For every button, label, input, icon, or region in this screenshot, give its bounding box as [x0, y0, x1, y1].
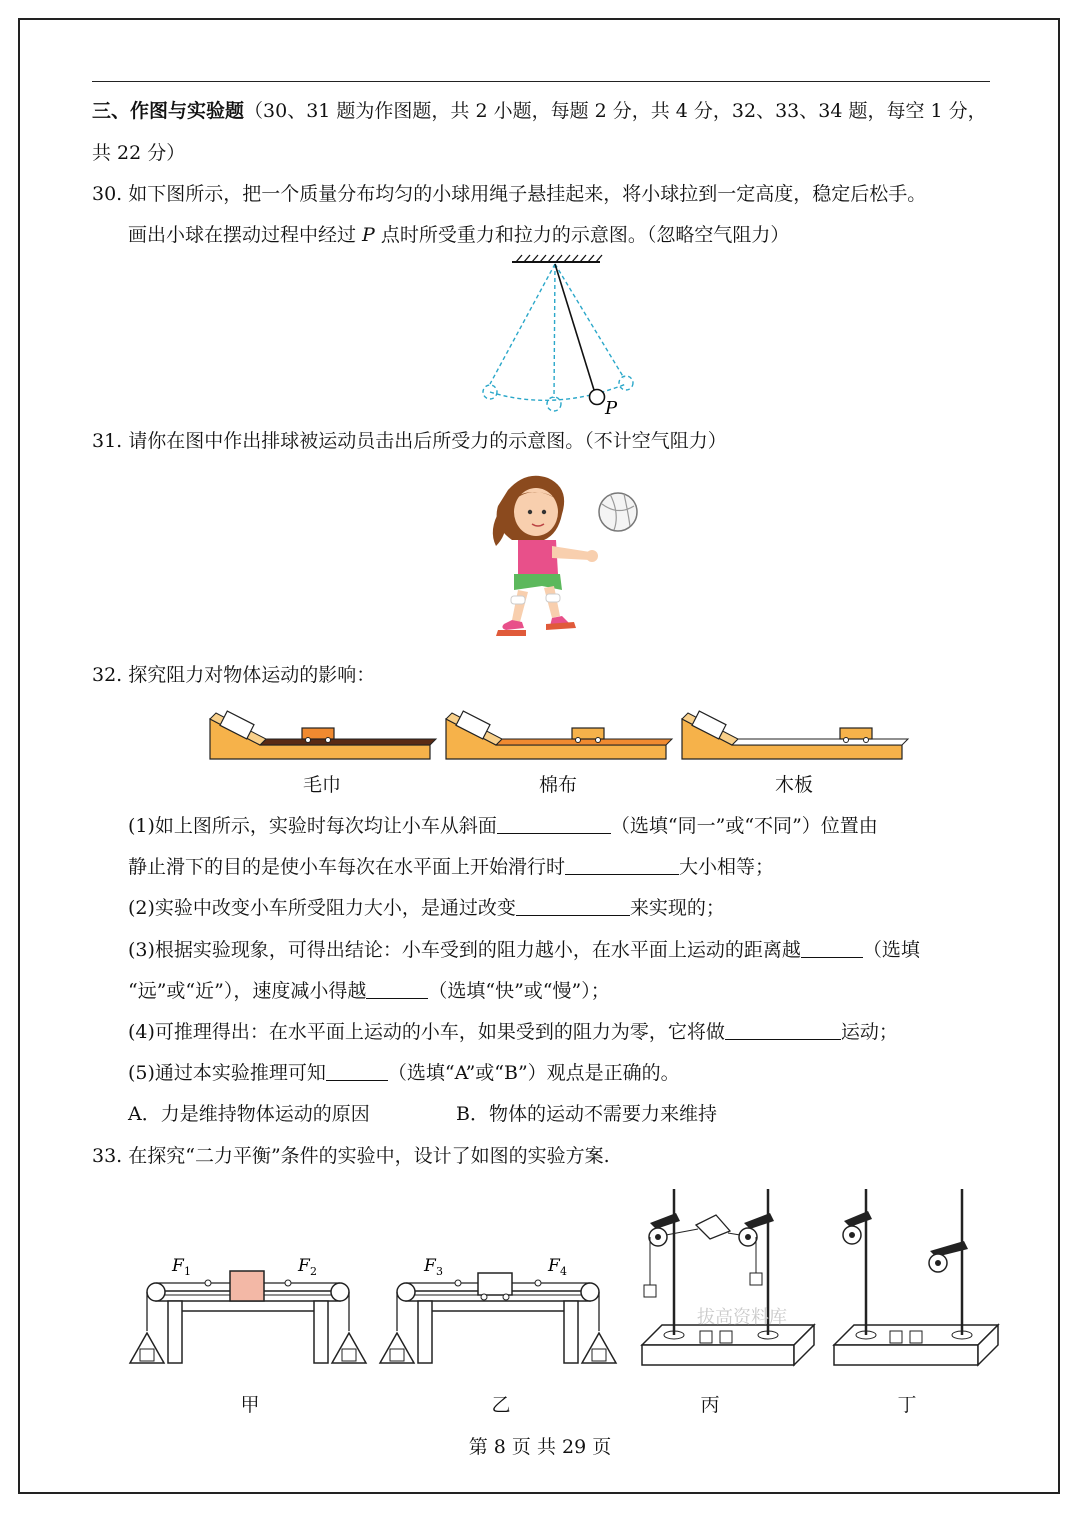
q30-text-a: 画出小球在摆动过程中经过: [128, 224, 363, 246]
pendulum-string: [555, 264, 594, 390]
q32-s1a-text2: （选填“同一”或“不同”）位置由: [610, 815, 878, 837]
section-header: [92, 98, 987, 124]
point-p-label: P: [605, 398, 618, 419]
watermark: 拔高资料库: [697, 1307, 787, 1328]
header-rule: [92, 81, 990, 82]
pendulum-ball: [590, 390, 605, 405]
q32-s5-text: (5)通过本实验推理可知: [128, 1062, 326, 1084]
q32-s3a-text2: （选填: [862, 939, 920, 961]
apparatus-yi: [376, 1255, 620, 1373]
q33-line1: 33. 在探究“二力平衡”条件的实验中，设计了如图的实验方案.: [92, 1145, 610, 1167]
page-footer: 第 8 页 共 29 页: [468, 1436, 612, 1458]
answer-blank-6[interactable]: [725, 1019, 841, 1040]
block-jia: [230, 1271, 264, 1301]
surface-setup-board: [680, 703, 910, 765]
q32-s3b: [128, 978, 610, 1004]
q32-s5-text2: （选填“A”或“B”）观点是正确的。: [387, 1062, 680, 1084]
girl-arms: [552, 546, 590, 560]
q32-s1a-text: (1)如上图所示，实验时每次均让小车从斜面: [128, 815, 497, 837]
answer-blank-4[interactable]: [801, 937, 863, 958]
q32-s3b-text: “远”或“近”），速度减小得越: [128, 980, 367, 1002]
surface-setup-towel: [208, 703, 438, 765]
section-note: （30、31 题为作图题，共 2 小题，每题 2 分，共 4 分，32、33、34 题，每空 1 分，: [244, 100, 987, 122]
apparatus-jia: [126, 1255, 370, 1373]
force-label-f1: F: [172, 1256, 184, 1276]
q32-title: 32. 探究阻力对物体运动的影响：: [92, 664, 376, 686]
force-label-f4: F: [548, 1256, 560, 1276]
answer-blank-7[interactable]: [326, 1060, 388, 1081]
caption-jia: 甲: [240, 1394, 260, 1416]
answer-blank-1[interactable]: [497, 813, 611, 834]
section-title: 三、作图与实验题: [92, 100, 245, 122]
caption-bing: 丙: [700, 1394, 720, 1416]
force-sub-4: 4: [560, 1265, 567, 1278]
q32-s4-text: (4)可推理得出：在水平面上运动的小车，如果受到的阻力为零，它将做: [128, 1021, 725, 1043]
section-note-cont: 共 22 分）: [92, 142, 186, 164]
q32-s1b-text: 静止滑下的目的是使小车每次在水平面上开始滑行时: [128, 856, 566, 878]
q30-line2: [128, 222, 789, 248]
apparatus-bing: [636, 1185, 816, 1370]
q32-option-a: A．力是维持物体运动的原因: [128, 1103, 370, 1125]
pendulum-dashed-paths: [483, 264, 633, 411]
caption-towel: 毛巾: [302, 774, 341, 796]
force-sub-2: 2: [310, 1265, 317, 1278]
q32-s3a: [128, 937, 920, 963]
surface-setup-cotton: [444, 703, 674, 765]
caption-cotton: 棉布: [538, 774, 577, 796]
q32-option-b: B．物体的运动不需要力来维持: [456, 1103, 717, 1125]
q30-line1: 30. 如下图所示，把一个质量分布均匀的小球用绳子悬挂起来，将小球拉到一定高度，稳定后松手。: [92, 183, 927, 205]
cart-yi: [478, 1273, 512, 1295]
caption-ding: 丁: [897, 1394, 917, 1416]
volleyball: [599, 493, 637, 531]
answer-blank-3[interactable]: [516, 895, 630, 916]
q32-s3b-text2: （选填“快”或“慢”）；: [428, 980, 610, 1002]
q32-s4-text2: 运动；: [840, 1021, 898, 1043]
q31-line1: 31. 请你在图中作出排球被运动员击出后所受力的示意图。（不计空气阻力）: [92, 430, 727, 452]
answer-blank-2[interactable]: [565, 854, 679, 875]
ceiling-hatch: [516, 255, 602, 262]
force-sub-3: 3: [436, 1265, 443, 1278]
answer-blank-5[interactable]: [366, 978, 428, 999]
q30-text-b: 点时所受重力和拉力的示意图。（忽略空气阻力）: [374, 224, 790, 246]
girl-legs: [512, 590, 528, 622]
force-label-f2: F: [298, 1256, 310, 1276]
q32-s2-text: (2)实验中改变小车所受阻力大小，是通过改变: [128, 897, 516, 919]
apparatus-ding: [830, 1185, 1002, 1370]
q32-s1a: [128, 813, 878, 839]
q30-point-p: P: [362, 224, 375, 246]
q32-s1b-text2: 大小相等；: [679, 856, 775, 878]
q32-s1b: [128, 854, 774, 880]
card-bing: [696, 1215, 730, 1239]
caption-yi: 乙: [491, 1394, 511, 1416]
q32-s4: [128, 1019, 898, 1045]
caption-board: 木板: [774, 774, 813, 796]
q32-s5: [128, 1060, 680, 1086]
volleyball-player-illustration: [478, 470, 648, 640]
q32-s2: [128, 895, 725, 921]
girl-shorts: [514, 574, 562, 590]
force-label-f3: F: [424, 1256, 436, 1276]
q32-s2-text2: 来实现的；: [629, 897, 725, 919]
pendulum-figure: [470, 252, 650, 422]
force-sub-1: 1: [184, 1265, 191, 1278]
q32-s3a-text: (3)根据实验现象，可得出结论：小车受到的阻力越小，在水平面上运动的距离越: [128, 939, 801, 961]
